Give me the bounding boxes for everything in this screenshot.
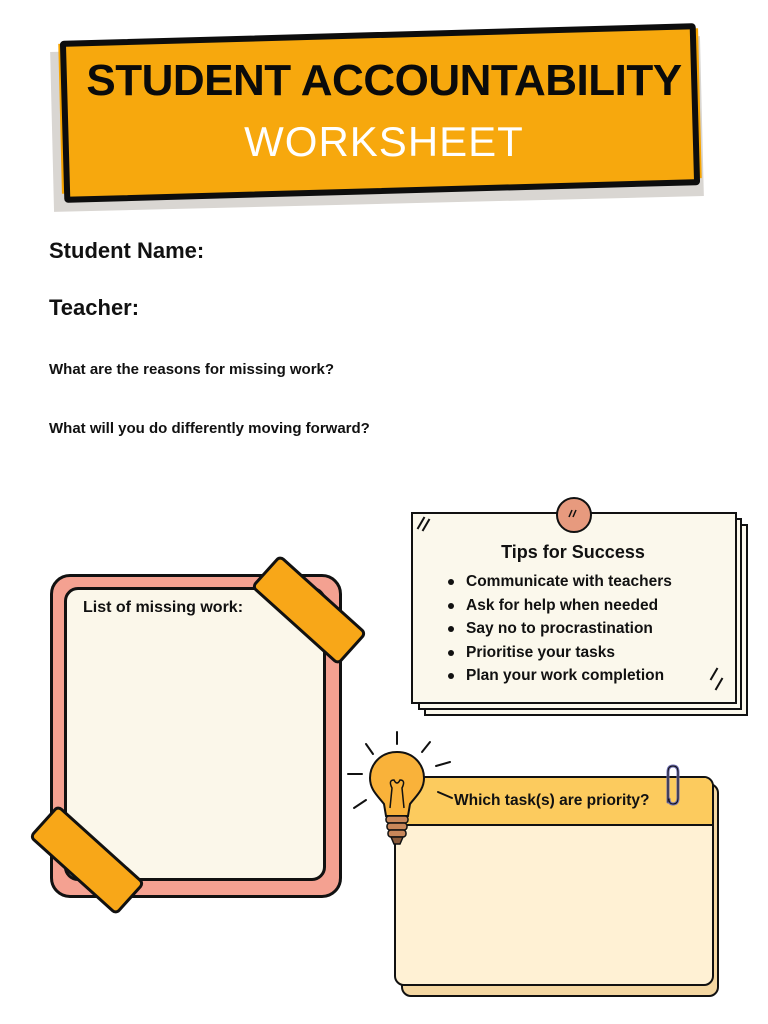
question-reasons: What are the reasons for missing work? [49,361,335,378]
missing-work-label: List of missing work: [83,599,244,616]
tip-item: Say no to procrastination [446,617,736,641]
title-banner [60,23,700,203]
tip-item: Communicate with teachers [446,570,736,594]
missing-work-box [64,587,326,881]
pushpin-icon [556,497,592,533]
paperclip-icon [660,762,686,815]
teacher-label: Teacher: [49,295,140,320]
lightbulb-icon [340,728,460,863]
priority-label: Which task(s) are priority? [454,792,650,809]
tip-item: Ask for help when needed [446,594,736,618]
student-name-label: Student Name: [49,238,205,263]
page-subtitle: WORKSHEET [244,118,524,165]
tip-item: Plan your work completion [446,664,736,688]
question-differently: What will you do differently moving forward? [49,420,370,437]
tips-title: Tips for Success [501,542,645,562]
tips-list [446,570,736,688]
tip-item: Prioritise your tasks [446,641,736,665]
page-title: STUDENT ACCOUNTABILITY [86,56,682,105]
